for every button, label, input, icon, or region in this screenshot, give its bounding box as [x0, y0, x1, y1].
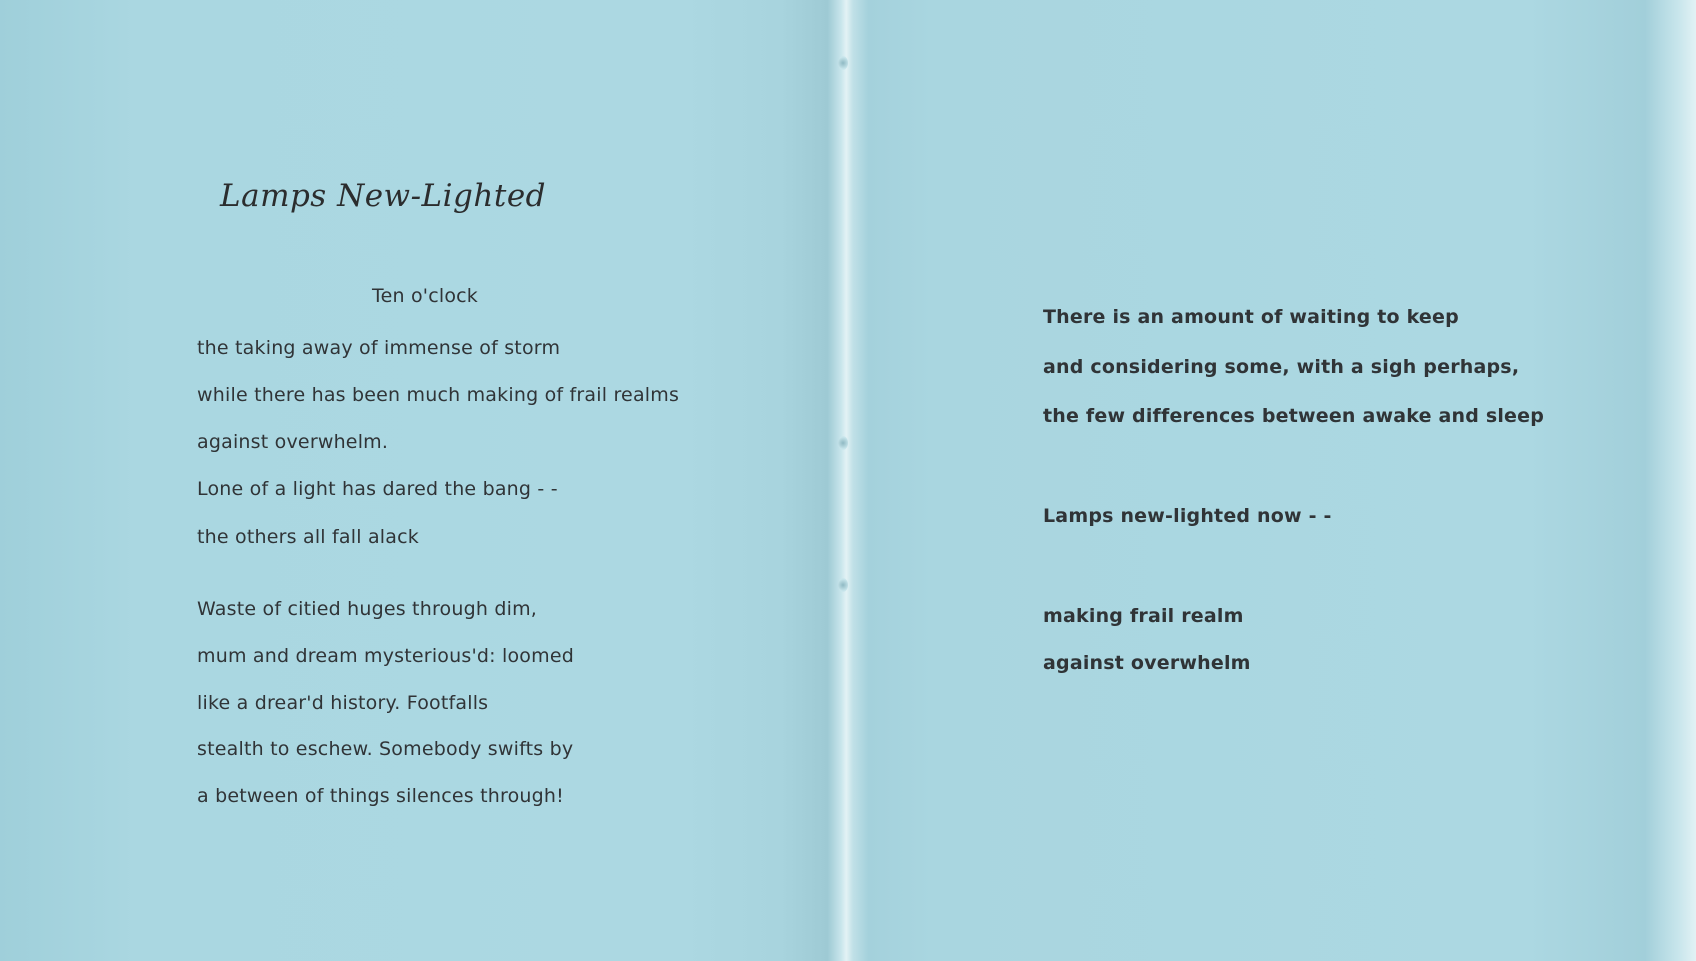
left-page [0, 0, 838, 961]
poem-line: a between of things silences through! [197, 785, 564, 807]
poem-line: stealth to eschew. Somebody swifts by [197, 738, 574, 760]
poem-line: the others all fall alack [197, 526, 419, 548]
staple-hole-top [838, 56, 848, 70]
poem-line: mum and dream mysterious'd: loomed [197, 645, 574, 667]
poem-line: making frail realm [1043, 605, 1244, 627]
poem-line: Waste of citied huges through dim, [197, 598, 538, 620]
right-page [850, 0, 1696, 961]
poem-subtitle: Ten o'clock [372, 285, 478, 307]
poem-line: Lamps new-lighted now - - [1043, 505, 1332, 527]
poem-line: against overwhelm. [197, 431, 389, 453]
poem-line: and considering some, with a sigh perhaps, [1043, 356, 1520, 378]
poem-line: Lone of a light has dared the bang - - [197, 478, 558, 500]
poem-title: Lamps New-Lighted [220, 178, 547, 214]
poem-line: like a drear'd history. Footfalls [197, 692, 489, 714]
staple-hole-middle [838, 436, 848, 450]
staple-hole-bottom [838, 578, 848, 592]
poem-line: There is an amount of waiting to keep [1043, 306, 1459, 328]
poem-line: against overwhelm [1043, 652, 1251, 674]
poem-line: the taking away of immense of storm [197, 337, 561, 359]
poem-line: the few differences between awake and sleep [1043, 405, 1545, 427]
poem-line: while there has been much making of frail realms [197, 384, 680, 406]
